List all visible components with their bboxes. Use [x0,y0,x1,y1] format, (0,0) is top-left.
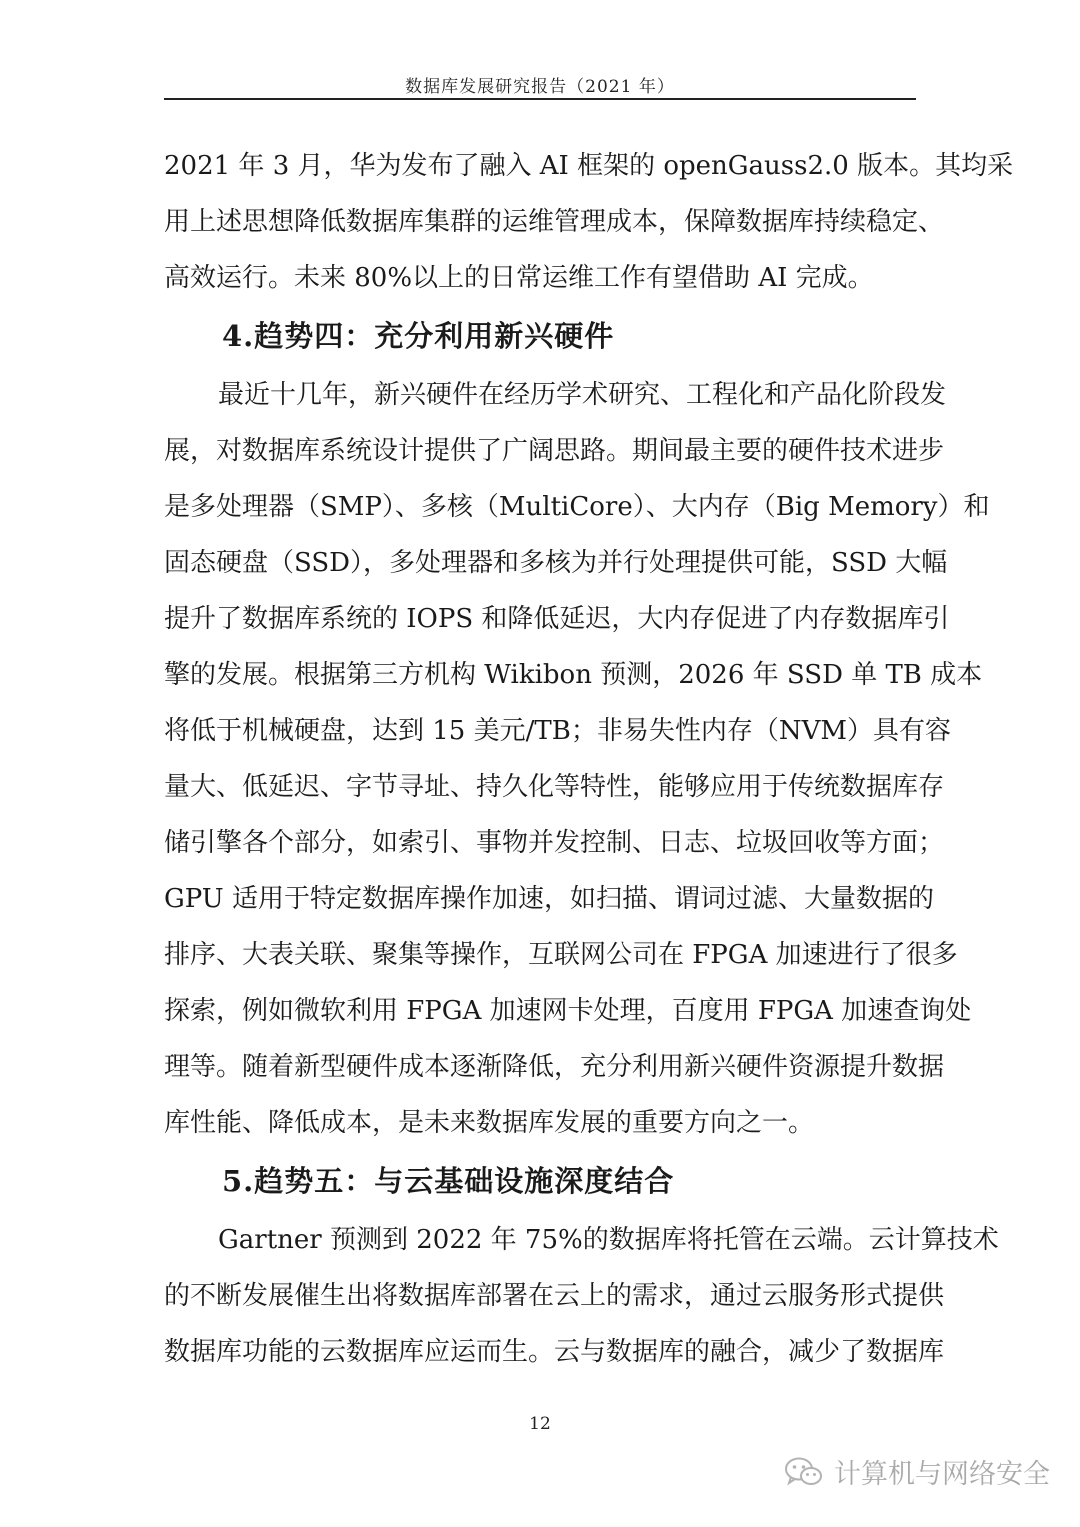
paragraph-line: 2021 年 3 月，华为发布了融入 AI 框架的 openGauss2.0 版本。其均采 [164,151,1014,181]
paragraph-line: 用上述思想降低数据库集群的运维管理成本，保障数据库持续稳定、 [164,207,945,237]
paragraph-line: Gartner 预测到 2022 年 75%的数据库将托管在云端。云计算技术 [218,1225,999,1255]
paragraph-line: 量大、低延迟、字节寻址、持久化等特性，能够应用于传统数据库存 [164,772,945,802]
section-heading-4: 4.趋势四：充分利用新兴硬件 [222,319,615,353]
running-header: 数据库发展研究报告（2021 年） [405,77,675,97]
paragraph-line: GPU 适用于特定数据库操作加速，如扫描、谓词过滤、大量数据的 [164,884,934,914]
body-text [164,138,1014,1380]
watermark [784,1452,1050,1491]
paragraph-line: 储引擎各个部分，如索引、事物并发控制、日志、垃圾回收等方面； [164,828,945,858]
intro-paragraph [164,138,1014,306]
paragraph-line: 擎的发展。根据第三方机构 Wikibon 预测，2026 年 SSD 单 TB 成本 [164,660,983,690]
wechat-icon [784,1456,824,1488]
paragraph-line: 是多处理器（SMP）、多核（MultiCore）、大内存（Big Memory）和 [164,492,990,522]
header-rule [164,98,916,100]
paragraph-line: 固态硬盘（SSD），多处理器和多核为并行处理提供可能，SSD 大幅 [164,548,948,578]
paragraph-line: 的不断发展催生出将数据库部署在云上的需求，通过云服务形式提供 [164,1281,945,1311]
section-4-paragraph [164,367,990,1151]
paragraph-line: 排序、大表关联、聚集等操作，互联网公司在 FPGA 加速进行了很多 [164,940,958,970]
paragraph-line: 提升了数据库系统的 IOPS 和降低延迟，大内存促进了内存数据库引 [164,604,950,634]
paragraph-line: 将低于机械硬盘，达到 15 美元/TB；非易失性内存（NVM）具有容 [164,716,951,746]
paragraph-line: 最近十几年，新兴硬件在经历学术研究、工程化和产品化阶段发 [218,380,947,410]
paragraph-line: 高效运行。未来 80%以上的日常运维工作有望借助 AI 完成。 [164,263,874,293]
paragraph-line: 展，对数据库系统设计提供了广阔思路。期间最主要的硬件技术进步 [164,436,945,466]
paragraph-line: 探索，例如微软利用 FPGA 加速网卡处理，百度用 FPGA 加速查询处 [164,996,972,1026]
paragraph-line: 理等。随着新型硬件成本逐渐降低，充分利用新兴硬件资源提升数据 [164,1052,945,1082]
section-5-paragraph [164,1212,999,1380]
paragraph-line: 数据库功能的云数据库应运而生。云与数据库的融合，减少了数据库 [164,1337,945,1367]
watermark-text: 计算机与网络安全 [834,1459,1050,1490]
paragraph-line: 库性能、降低成本，是未来数据库发展的重要方向之一。 [164,1108,815,1138]
page-number: 12 [529,1414,551,1434]
section-heading-5: 5.趋势五：与云基础设施深度结合 [222,1164,675,1198]
